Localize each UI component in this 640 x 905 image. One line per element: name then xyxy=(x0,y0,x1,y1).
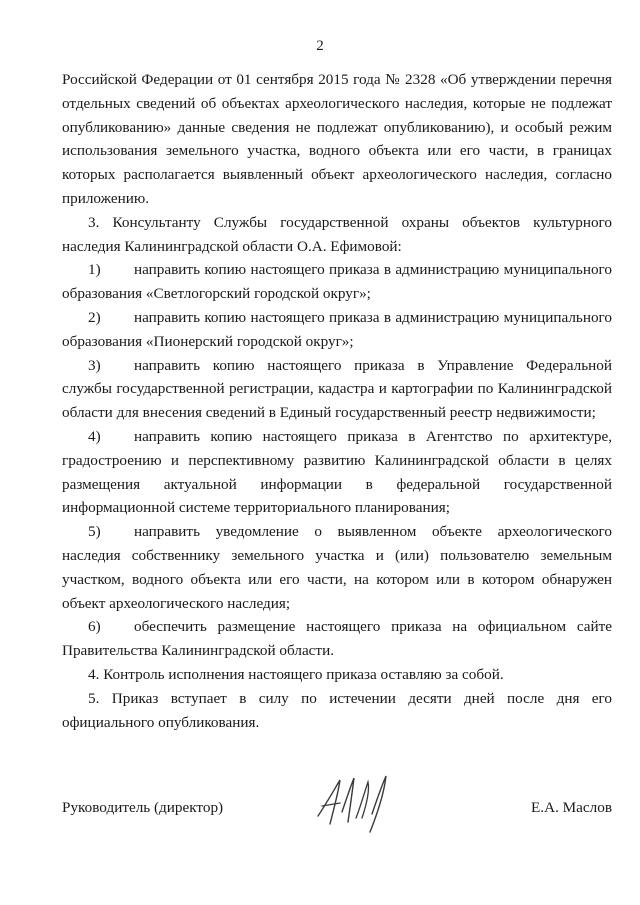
list-item-text: направить копию настоящего приказа в Агентство по архитектуре, градостроению и перспективному развитию Калининградской области в целях размещения актуальной информации в федеральной государственной информационной системе территориального планирования; xyxy=(62,427,612,517)
list-item-number: 5) xyxy=(88,523,101,541)
paragraph-continuation: Российской Федерации от 01 сентября 2015 года № 2328 «Об утверждении перечня отдельных сведений об объектах археологического наследия, которые не подлежат опубликованию» данные сведения не подлежат опубликованию), и особый режим использования земельного участка, водного объекта или его части, в границах которых располагается выявленный объект археологического наследия, согласно приложению. xyxy=(62,71,612,207)
list-item xyxy=(62,425,612,520)
list-item-text: направить копию настоящего приказа в Управление Федеральной службы государственной регистрации, кадастра и картографии по Калининградской области для внесения сведений в Единый государственный реестр недвижимости; xyxy=(62,356,612,422)
list-item-text: направить копию настоящего приказа в администрацию муниципального образования «Пионерский городской округ»; xyxy=(62,308,612,350)
list-item-text: обеспечить размещение настоящего приказа на официальном сайте Правительства Калининградской области. xyxy=(62,618,612,660)
list-item-number: 3) xyxy=(88,356,101,374)
list-item-number: 4) xyxy=(88,427,101,445)
signatory-name: Е.А. Маслов xyxy=(531,799,612,816)
paragraph-4: 4. Контроль исполнения настоящего приказа оставляю за собой. xyxy=(88,665,504,683)
list-item-number: 2) xyxy=(88,308,101,326)
paragraph-5: 5. Приказ вступает в силу по истечении десяти дней после дня его официального опубликования. xyxy=(62,689,612,731)
document-body xyxy=(62,68,612,734)
list-item-number: 1) xyxy=(88,261,101,279)
list-item-number: 6) xyxy=(88,618,101,636)
list-item-text: направить копию настоящего приказа в администрацию муниципального образования «Светлогорский городской округ»; xyxy=(62,261,612,303)
list-item xyxy=(62,306,612,354)
list-item-text: направить уведомление о выявленном объекте археологического наследия собственнику земельного участка и (или) пользователю земельным участком, водного объекта или его части, на котором или в котором обнаружен объект археологического наследия; xyxy=(62,523,612,612)
list-item xyxy=(62,615,612,663)
list-item xyxy=(62,354,612,425)
list-item xyxy=(62,520,612,615)
handwritten-signature-icon xyxy=(312,772,394,836)
page-number: 2 xyxy=(316,38,324,54)
signatory-title: Руководитель (директор) xyxy=(62,799,224,816)
list-item xyxy=(62,258,612,306)
paragraph-3: 3. Консультанту Службы государственной охраны объектов культурного наследия Калининградской области О.А. Ефимовой: xyxy=(62,213,612,255)
